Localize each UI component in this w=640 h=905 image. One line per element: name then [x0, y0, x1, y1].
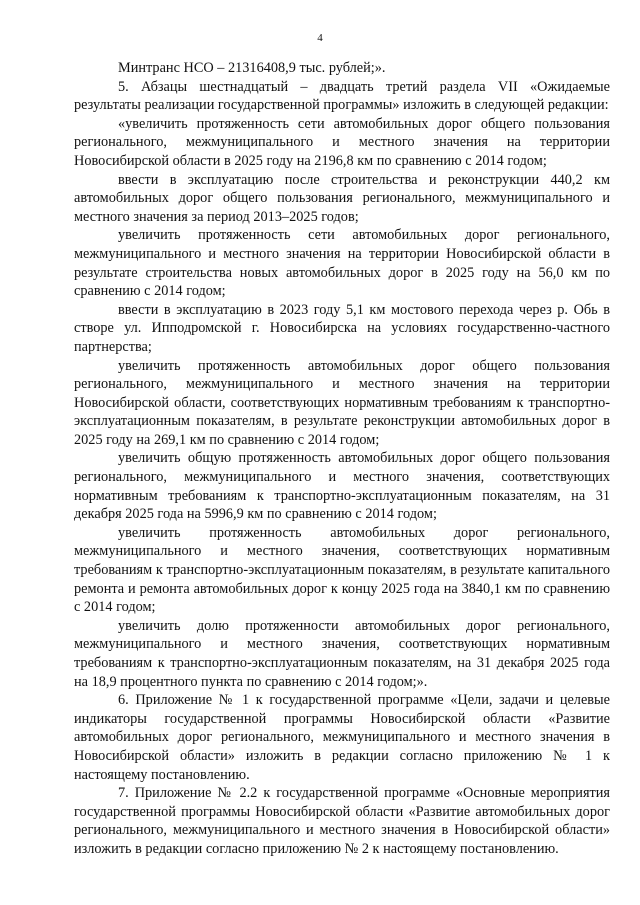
page-number: 4 — [317, 32, 323, 44]
paragraph-amendment-7: 7. Приложение № 2.2 к государственной программе «Основные мероприятия государственной программы Новосибирской области «Развитие автомобильных дорог регионального, межмуниципального и местного значения в Новосибирской области» изложить в редакции согласно приложению № 2 к настоящему постановлению. — [74, 785, 610, 857]
paragraph-new-roads: увеличить протяженность сети автомобильных дорог регионального, межмуниципального и местного значения на территории Новосибирской области в результате строительства новых автомобильных дорог в 2025 году на 56,0 км по сравнению с 2014 годом; — [74, 227, 610, 300]
document-body — [74, 59, 610, 859]
paragraph-total-compliant: увеличить общую протяженность автомобильных дорог общего пользования регионального, межмуниципального и местного значения, соответствующих нормативным требованиям к транспортно-эксплуатационным показателям, на 31 декабря 2025 года на 5996,9 км по сравнению с 2014 годом; — [74, 450, 610, 523]
paragraph-commissioning: ввести в эксплуатацию после строительства и реконструкции 440,2 км автомобильных дорог общего пользования регионального, межмуниципального и местного значения за период 2013–2025 годов; — [74, 171, 610, 225]
paragraph-capital-repair: увеличить протяженность автомобильных дорог регионального, межмуниципального и местного значения, соответствующих нормативным требованиям к транспортно-эксплуатационным показателям, в результате капитального ремонта и ремонта автомобильных дорог к концу 2025 года на 3840,1 км по сравнению с 2014 годом; — [74, 524, 610, 616]
paragraph-compliant-share: увеличить долю протяженности автомобильных дорог регионального, межмуниципального и местного значения, соответствующих нормативным требованиям к транспортно-эксплуатационным показателям, на 31 декабря 2025 года на 18,9 процентного пункта по сравнению с 2014 годом;». — [74, 617, 610, 690]
paragraph-amendment-5: 5. Абзацы шестнадцатый – двадцать третий раздела VII «Ожидаемые результаты реализации государственной программы» изложить в следующей редакции: — [74, 78, 610, 114]
paragraph-reconstruction: увеличить протяженность автомобильных дорог общего пользования регионального, межмуниципального и местного значения на территории Новосибирской области, соответствующих нормативным требованиям к транспортно-эксплуатационным показателям, в результате реконструкции автомобильных дорог в 2025 году на 269,1 км по сравнению с 2014 годом; — [74, 357, 610, 448]
paragraph-amendment-6: 6. Приложение № 1 к государственной программе «Цели, задачи и целевые индикаторы государственной программы Новосибирской области «Развитие автомобильных дорог регионального, межмуниципального и местного значения в Новосибирской области» изложить в редакции согласно приложению № 1 к настоящему постановлению. — [74, 692, 610, 783]
paragraph-bridge: ввести в эксплуатацию в 2023 году 5,1 км мостового перехода через р. Обь в створе ул. Ипподромской г. Новосибирска на условиях государственно-частного партнерства; — [74, 301, 610, 355]
paragraph-network-length: «увеличить протяженность сети автомобильных дорог общего пользования регионального, межмуниципального и местного значения на территории Новосибирской области в 2025 году на 2196,8 км по сравнению с 2014 годом; — [74, 115, 610, 169]
paragraph-budget-total: Минтранс НСО – 21316408,9 тыс. рублей;». — [118, 60, 386, 76]
